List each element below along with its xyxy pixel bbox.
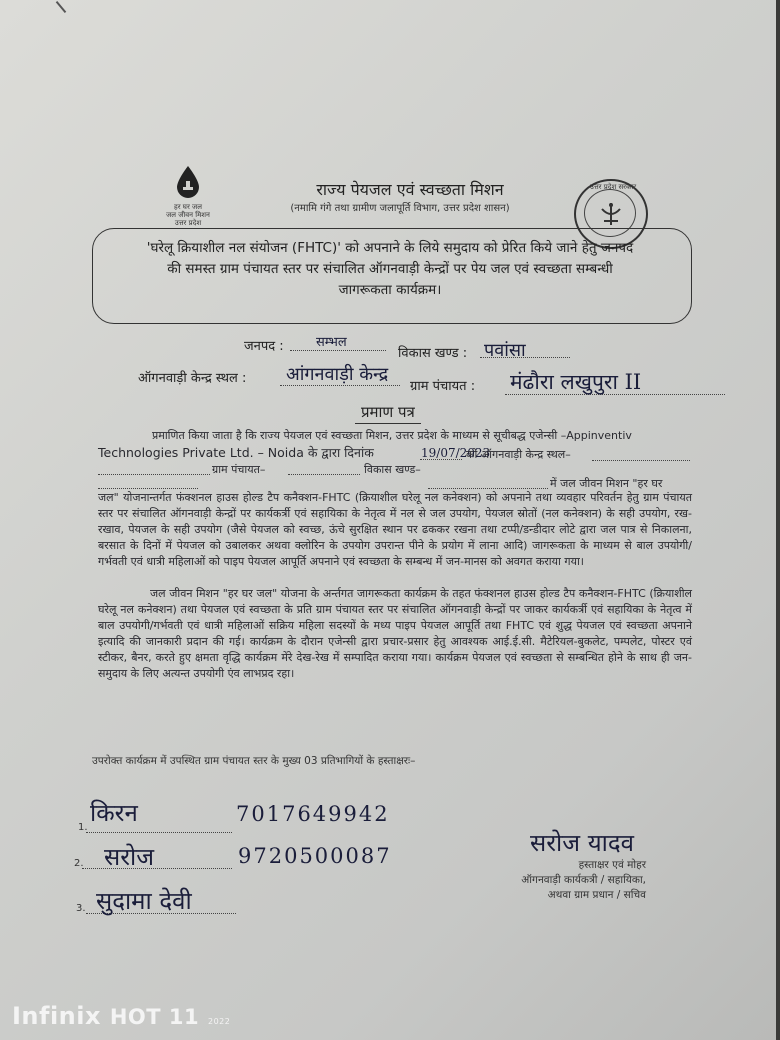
water-drop-icon [175, 165, 201, 199]
participant-name-3: सुदामा देवी [96, 887, 192, 915]
participant-name-2: सरोज [104, 843, 155, 871]
block-value: पवांसा [484, 340, 526, 361]
cert-line-4a: में जल जीवन मिशन "हर घर [550, 477, 663, 490]
date-value: 19/07/2023 [421, 446, 491, 460]
blank-line-c [98, 488, 198, 489]
district-line [290, 350, 386, 351]
emblem-icon [596, 199, 626, 229]
camera-watermark [12, 1002, 230, 1030]
seal-text: उत्तर प्रदेश सरकार [590, 183, 637, 191]
participants-intro: उपरोक्त कार्यक्रम में उपस्थित ग्राम पंचायत स्तर के मुख्य 03 प्रतिभागियों के हस्ताक्षरः– [92, 755, 416, 767]
program-line-1: 'घरेलू क्रियाशील नल संयोजन (FHTC)' को अपनाने के लिये समुदाय को प्रेरित किये जाने हेतु जनपद [146, 240, 634, 256]
program-line-2: की समस्त ग्राम पंचायत स्तर पर संचालित ऑगनवाड़ी केन्द्रों पर पेय जल एवं स्वच्छता सम्बन्धी [167, 261, 613, 277]
center-label: ऑगनवाड़ी केन्द्र स्थल : [138, 371, 247, 386]
participant-num-3: 3. [76, 903, 86, 914]
har-ghar-jal-logo [160, 165, 216, 227]
signatory-line-2: ऑगनवाड़ी कार्यकत्री / सहायिका, [521, 874, 646, 886]
cert-paragraph-2: जल जीवन मिशन "हर घर जल" योजना के अर्न्तगत जागरूकता कार्यक्रम के तहत फंक्शनल हाउस होल्ड टैप कनैक्शन-FHTC (क्रियाशील घरेलू नल कनेक्शन) तथा पेयजल एवं स्वच्छता के प्रति ग्राम पंचायत स्तर पर संचालित ऑगनवाड़ी केन्द्रों पर जाकर कार्यकर्त्री एवं सहायिका के नेतृत्व में बाल उपयोगी/गर्भवती एवं धात्री महिलाओं सक्रिय महिला सदस्यों के मध्य पाइप पेयजल आपूर्ति तथा FHTC एवं शुद्ध पेयजल एवं स्वच्छता अपनाने इत्यादि की जानकारी प्रदान की गई। कार्यक्रम के दौरान एजेन्सी द्वारा प्रचार-प्रसार हेतु आवश्यक आई.ई.सी. मैटेरियल-बुकलेट, पम्पलेट, पोस्टर एवं स्टीकर, बैनर, करते हुए क्षमता वृद्धि कार्यक्रम मेंरे देख-रेख में सम्पादित कराया गया। कार्यक्रम पेयजल एवं स्वच्छता से सम्बन्धित होने के साथ ही जन-समुदाय के लिए अत्यन्त उपयोगी एंव लाभप्रद रहा। [98, 587, 692, 680]
cert-line-2b: को ऑगनवाड़ी केन्द्र स्थल– [466, 448, 571, 461]
signatory-block [476, 858, 646, 903]
cert-paragraph-1: जल" योजनान्तर्गत फंक्शनल हाउस होल्ड टैप कनैक्शन-FHTC (क्रियाशील घरेलू नल कनेक्शन) को अपनाने तथा व्यवहार परिवर्तन हेतु ग्राम पंचायत स्तर पर संचालित ऑगनवाड़ी केन्द्रों पर कार्यकर्त्री एवं सहायिका के नेतृत्व में नल से जल उपयोग, पेयजल स्रोतों (नल कनेक्शन) के सही उपयोग, रख-रखाव, पेयजल के सही उपयोग (जैसे पेयजल को स्वच्छ, ऊंचे सुरक्षित स्थान पर ढककर रखना तथा टप्पी/डन्डीदार लोटे द्वारा जल पात्र से निकालना, बरसात के दिनों में पेयजल को उबालकर अथवा क्लोरिन के उपयोग उपरान्त पीने के प्रयोग में लाना आदि) जागरूकता के माध्यम से बाल उपयोगी/गर्भवती एवं धात्री महिलाओं को पाइप पेयजल आपूर्ति अपनाने एवं स्वच्छता के सम्बन्ध में जन-मानस को अवगत कराया गया। [98, 491, 692, 568]
watermark-year: 2022 [208, 1017, 231, 1026]
watermark-model: HOT 11 [109, 1005, 200, 1029]
blank-line-d [428, 488, 548, 489]
participant-name-1: किरन [90, 799, 138, 827]
blank-line-a [98, 474, 210, 475]
center-value: आंगनवाड़ी केन्द्र [286, 364, 389, 385]
panchayat-value: मंढौरा लखुपुरा II [510, 370, 642, 394]
participant-num-2: 2. [74, 858, 84, 869]
participant-phone-1: 7017649942 [236, 802, 390, 826]
signatory-signature: सरोज यादव [530, 829, 634, 857]
logo-caption: हर घर जल जल जीवन मिशन उत्तर प्रदेश [166, 203, 210, 227]
cert-line-3a: ग्राम पंचायत– [212, 463, 266, 476]
program-line-3: जागरूकता कार्यक्रम। [338, 282, 442, 298]
signatory-line-3: अथवा ग्राम प्रधान / सचिव [547, 889, 646, 901]
panchayat-label: ग्राम पंचायत : [410, 379, 476, 394]
center-blank-line [592, 460, 690, 461]
participant-num-1: 1. [78, 822, 88, 833]
cert-line-3b: विकास खण्ड– [364, 463, 421, 476]
mission-subtitle: (नमामि गंगे तथा ग्रामीण जलापूर्ति विभाग, उत्तर प्रदेश शासन) [290, 203, 510, 214]
participant-phone-2: 9720500087 [238, 844, 392, 868]
program-title-text [110, 238, 670, 301]
cert-line-2a: Technologies Private Ltd. – Noida के द्वारा दिनांक [98, 445, 374, 460]
district-label: जनपद : [244, 339, 284, 354]
district-value: सम्भल [316, 335, 347, 350]
participant-line-1 [86, 832, 232, 833]
blank-line-b [288, 474, 360, 475]
mission-title: राज्य पेयजल एवं स्वच्छता मिशन [316, 180, 504, 199]
block-label: विकास खण्ड : [398, 346, 468, 361]
certificate-heading: प्रमाण पत्र [355, 402, 421, 424]
signatory-line-1: हस्ताक्षर एवं मोहर [578, 859, 646, 871]
cert-line-1: प्रमाणित किया जाता है कि राज्य पेयजल एवं स्वच्छता मिशन, उत्तर प्रदेश के माध्यम से सूचीबद्ध एजेन्सी –Appinventiv [152, 429, 632, 442]
watermark-brand: Infinix [12, 1002, 101, 1030]
